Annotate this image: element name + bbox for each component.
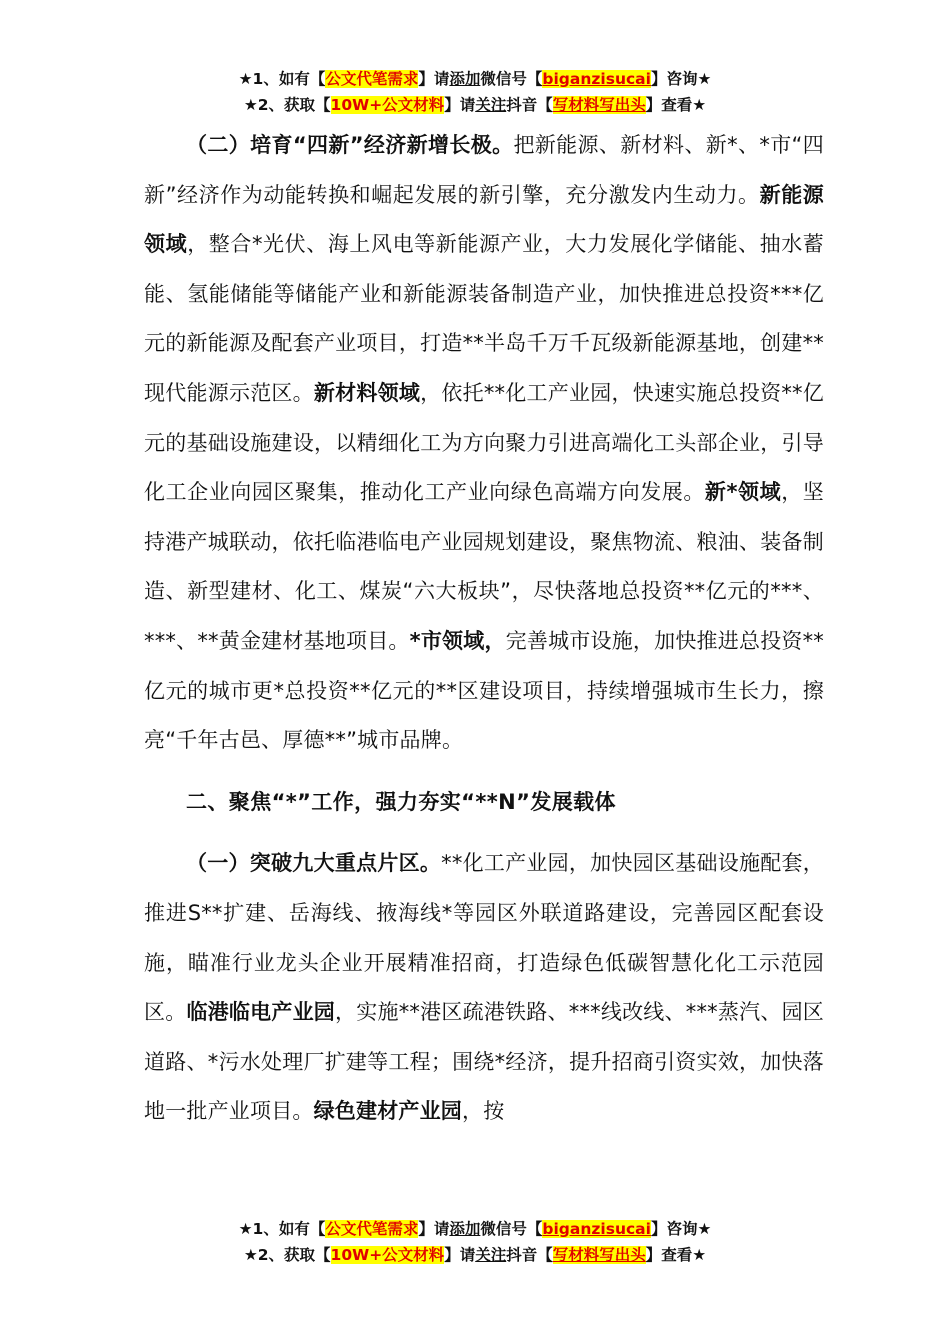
bold-term: *市领域，	[409, 628, 506, 653]
banner-text: 】查看★	[645, 1246, 707, 1264]
banner-highlight: 公文代笔需求	[325, 70, 419, 88]
banner-line-2	[0, 1242, 950, 1268]
body-text: **化工产业园，加快园区基础设施配套，推进S**扩建、岳海线、掖海线*等园区外联道路建设，完善园区配套设施，瞄准行业龙头企业开展精准招商，打造绿色低碳智慧化化工示范园区。	[144, 851, 824, 1025]
banner-line-1	[0, 66, 950, 92]
banner-text: 微信号【	[480, 70, 543, 88]
bold-term: 绿色建材产业园	[313, 1099, 463, 1124]
body-text: ，坚持港产城联动，依托临港临电产业园规划建设，聚焦物流、粮油、装备制造、新型建材、化工、煤炭“六大板块”，尽快落地总投资**亿元的***、***、**黄金建材基地项目。	[144, 480, 824, 653]
body-text: 完善城市设施，加快推进总投资**亿元的城市更*总投资**亿元的**区建设项目，持续增强城市生长力，擦亮“千年古邑、厚德**”城市品牌。	[144, 628, 825, 753]
body-text: ，整合*光伏、海上风电等新能源产业，大力发展化学储能、抽水蓄能、氢能储能等储能产业和新能源装备制造产业，加快推进总投资***亿元的新能源及配套产业项目，打造**半岛千万千瓦级新能源基地，创建**现代能源示范区。	[144, 232, 824, 405]
banner-text: ★1、如有【	[238, 70, 326, 88]
banner-text: 】咨询★	[650, 70, 712, 88]
banner-text: 】咨询★	[650, 1220, 712, 1238]
banner-underline: 关注	[475, 96, 507, 114]
banner-text: 微信号【	[480, 1220, 543, 1238]
banner-underline: 添加	[449, 70, 481, 88]
banner-highlight: 公文代笔需求	[325, 1220, 419, 1238]
bold-term: 新能源领域	[144, 182, 824, 257]
banner-text: 】请	[444, 96, 476, 114]
banner-text: 】请	[418, 70, 450, 88]
bold-term: 临港临电产业园	[186, 1000, 336, 1025]
wechat-id: biganzisucai	[542, 70, 651, 88]
wechat-id: biganzisucai	[542, 1220, 651, 1238]
banner-text: 抖音【	[506, 96, 553, 114]
banner-underline: 关注	[475, 1246, 507, 1264]
paragraph-four-new-economy	[144, 121, 824, 766]
banner-text: ★2、获取【	[243, 1246, 331, 1264]
subsection-heading: （二）培育“四新”经济新增长极。	[186, 133, 514, 157]
banner-underline: 添加	[449, 1220, 481, 1238]
banner-highlight: 10W+公文材料	[330, 1246, 445, 1264]
body-text: ，按	[462, 1099, 505, 1124]
douyin-account: 写材料写出头	[552, 1246, 646, 1264]
banner-line-2	[0, 92, 950, 118]
subsection-heading: （一）突破九大重点片区。	[186, 851, 442, 876]
banner-text: 】查看★	[645, 96, 707, 114]
paragraph-nine-key-areas	[144, 839, 824, 1137]
bold-term: 新*领域	[704, 480, 782, 505]
banner-highlight: 10W+公文材料	[330, 96, 445, 114]
document-body	[144, 121, 824, 1137]
body-text: ，实施**港区疏港铁路、***线改线、***蒸汽、园区道路、*污水处理厂扩建等工程；围绕*经济，提升招商引资实效，加快落地一批产业项目。	[144, 1000, 824, 1124]
bottom-banner	[0, 1216, 950, 1268]
bold-term: 新材料领域	[313, 380, 421, 405]
banner-text: 抖音【	[506, 1246, 553, 1264]
banner-text: ★2、获取【	[243, 96, 331, 114]
banner-text: 】请	[444, 1246, 476, 1264]
banner-text: 】请	[418, 1220, 450, 1238]
douyin-account: 写材料写出头	[552, 96, 646, 114]
section-heading: 二、聚焦“*”工作，强力夯实“**N”发展载体	[186, 789, 616, 814]
body-text: ，依托**化工产业园，快速实施总投资**亿元的基础设施建设，以精细化工为方向聚力引进高端化工头部企业，引导化工企业向园区聚集，推动化工产业向绿色高端方向发展。	[144, 380, 824, 505]
banner-line-1	[0, 1216, 950, 1242]
body-text: 把新能源、新材料、新*、*市“四新”经济作为动能转换和崛起发展的新引擎，充分激发内生动力。	[144, 133, 825, 207]
top-banner	[0, 66, 950, 118]
banner-text: ★1、如有【	[238, 1220, 326, 1238]
